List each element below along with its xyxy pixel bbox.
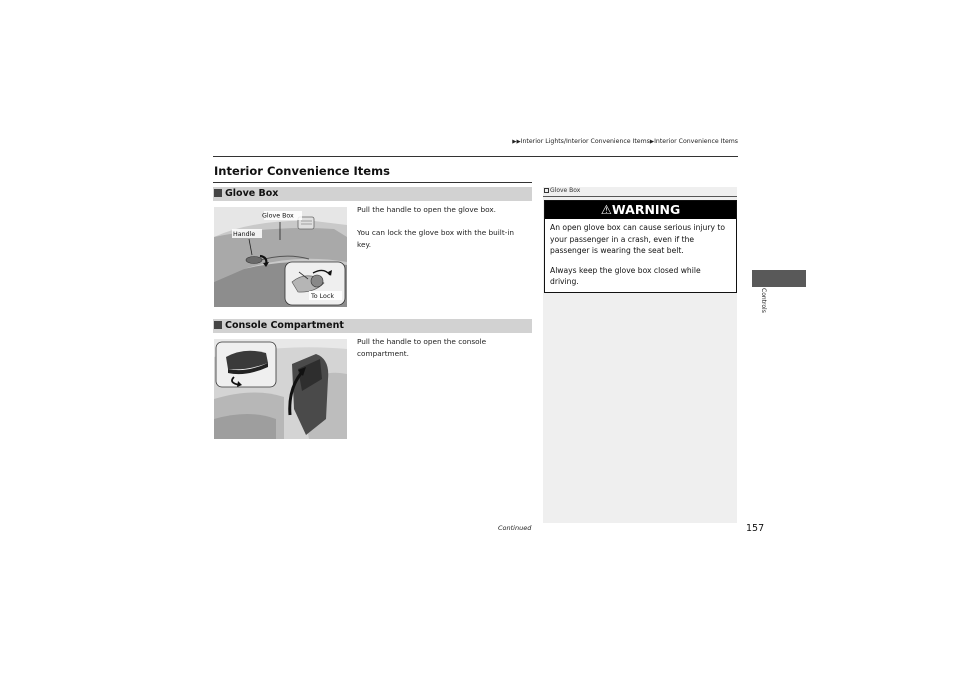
- breadcrumb-item[interactable]: Interior Lights/Interior Convenience Items: [520, 138, 650, 145]
- breadcrumb-item[interactable]: Interior Convenience Items: [654, 138, 738, 145]
- side-reference-label: Glove Box: [550, 187, 581, 194]
- square-bullet-icon: [214, 321, 222, 329]
- console-heading-label: Console Compartment: [225, 320, 344, 331]
- warning-paragraph: Always keep the glove box closed while driving.: [550, 265, 701, 286]
- console-text: Pull the handle to open the console compartment.: [357, 337, 487, 358]
- warning-title: WARNING: [611, 202, 681, 217]
- square-bullet-icon: [214, 189, 222, 197]
- console-illustration: [214, 339, 347, 439]
- continued-note: Continued: [498, 524, 532, 532]
- reference-icon: [544, 188, 549, 193]
- chapter-tab[interactable]: [752, 270, 806, 287]
- breadcrumb: [476, 138, 738, 145]
- warning-paragraph: An open glove box can cause serious injury to your passenger in a crash, even if the passenger is wearing the seat belt.: [550, 223, 726, 255]
- section-title: Interior Convenience Items: [214, 164, 390, 178]
- label-glove-box: Glove Box: [262, 212, 294, 220]
- warning-triangle-icon: ⚠: [600, 202, 612, 217]
- side-reference: [543, 187, 737, 197]
- warning-header: [545, 201, 736, 219]
- glove-box-heading: [213, 187, 532, 201]
- page-number: 157: [746, 523, 765, 534]
- glove-box-illustration: [214, 207, 347, 307]
- chapter-tab-label: Controls: [760, 288, 767, 313]
- label-handle: Handle: [233, 231, 256, 238]
- header-rule: [213, 156, 738, 157]
- title-rule: [213, 182, 532, 183]
- console-heading: [213, 319, 532, 333]
- arrow-icon: ▶: [649, 139, 655, 145]
- glove-box-heading-label: Glove Box: [225, 188, 279, 199]
- glove-box-text-2: You can lock the glove box with the built-in key.: [357, 228, 514, 249]
- glove-box-text-1: Pull the handle to open the glove box.: [357, 205, 496, 214]
- warning-box: [544, 200, 737, 293]
- label-to-lock: To Lock: [311, 293, 334, 300]
- double-arrow-icon: ▶▶: [512, 139, 521, 145]
